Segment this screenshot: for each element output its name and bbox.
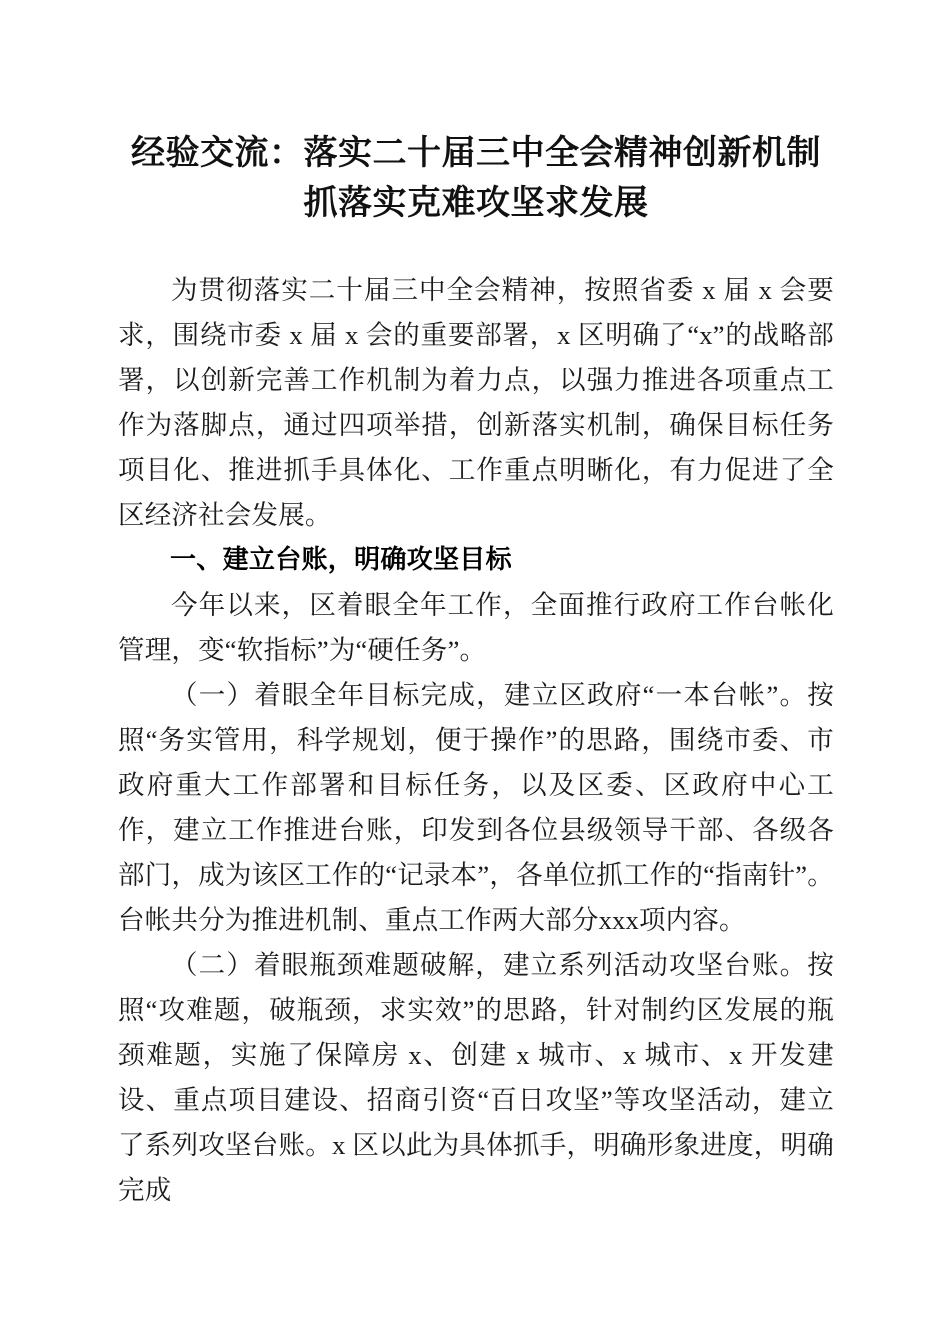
intro-paragraph: 为贯彻落实二十届三中全会精神，按照省委 x 届 x 会要求，围绕市委 x 届 x 会的重要部署，x 区明确了“x”的战略部署，以创新完善工作机制为着力点，以强力推进各项重点工作为落脚点，通过四项举措，创新落实机制，确保目标任务项目化、推进抓手具体化、工作重点明晰化，有力促进了全区经济社会发展。 bbox=[118, 275, 834, 530]
page-title-line-2: 抓落实克难攻坚求发展 bbox=[303, 183, 649, 223]
page-title-line-1: 经验交流：落实二十届三中全会精神创新机制 bbox=[131, 133, 821, 173]
page-title bbox=[118, 0, 834, 228]
section-1-item-2-paragraph: （二）着眼瓶颈难题破解，建立系列活动攻坚台账。按照“攻难题，破瓶颈，求实效”的思路，针对制约区发展的瓶颈难题，实施了保障房 x、创建 x 城市、x 城市、x 开发建设、重点项目建设、招商引资“百日攻坚”等攻坚活动，建立了系列攻坚台账。x 区以此为具体抓手，明确形象进度，明确完成 bbox=[118, 950, 834, 1205]
document-content bbox=[118, 0, 834, 1213]
section-1-intro-paragraph: 今年以来，区着眼全年工作，全面推行政府工作台帐化管理，变“软指标”为“硬任务”。 bbox=[118, 590, 834, 665]
section-1-item-1-paragraph: （一）着眼全年目标完成，建立区政府“一本台帐”。按照“务实管用，科学规划，便于操作”的思路，围绕市委、市政府重大工作部署和目标任务，以及区委、区政府中心工作，建立工作推进台账，印发到各位县级领导干部、各级各部门，成为该区工作的“记录本”，各单位抓工作的“指南针”。台帐共分为推进机制、重点工作两大部分xxx项内容。 bbox=[118, 680, 834, 935]
section-heading-1: 一、建立台账，明确攻坚目标 bbox=[170, 545, 512, 575]
